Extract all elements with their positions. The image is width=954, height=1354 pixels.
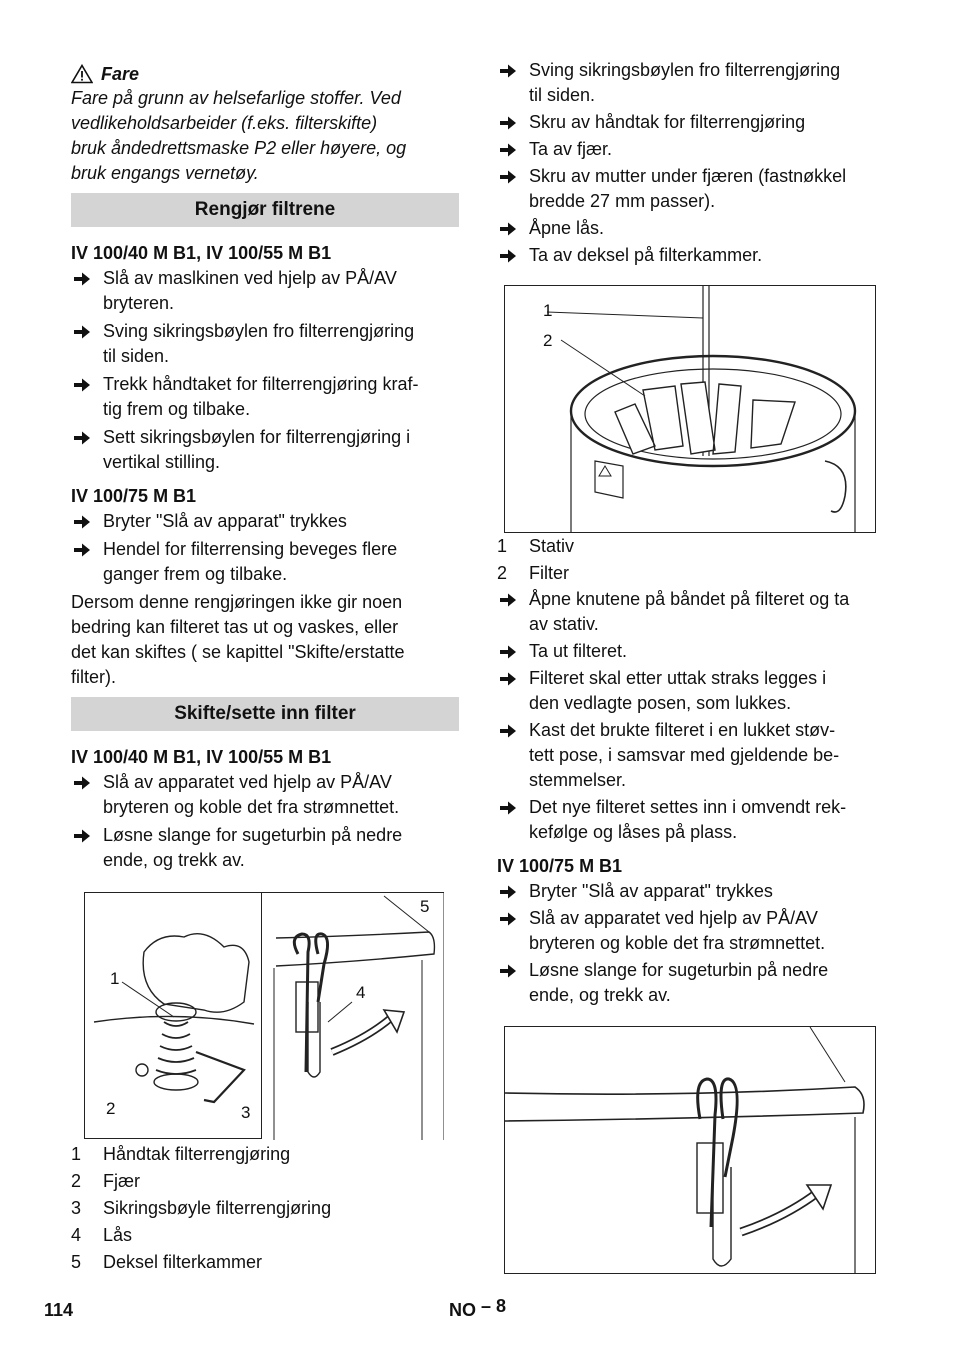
legend-text: Lås (103, 1225, 133, 1245)
paragraph-line: det kan skiftes ( se kapittel "Skifte/erstatte (71, 642, 405, 662)
step-line: ende, og trekk av. (103, 850, 245, 870)
step-item (497, 216, 885, 241)
step-item (71, 509, 459, 534)
section-heading-replace-filter: Skifte/sette inn filter (71, 697, 459, 731)
step-line: Trekk håndtaket for filterrengjøring kraf- (103, 374, 419, 394)
legend-list (497, 533, 885, 587)
legend-text: Stativ (529, 536, 575, 556)
arrow-icon (73, 828, 91, 844)
legend-item (497, 560, 885, 587)
warning-line: Fare på grunn av helsefarlige stoffer. Ved (71, 88, 401, 108)
step-item (71, 319, 459, 369)
step-line: Slå av apparatet ved hjelp av PÅ/AV (529, 908, 818, 928)
arrow-icon (73, 324, 91, 340)
legend-item (71, 1222, 459, 1249)
step-line: Ta av deksel på filterkammer. (529, 245, 763, 265)
step-list (497, 58, 885, 268)
step-line: Slå av apparatet ved hjelp av PÅ/AV (103, 772, 392, 792)
step-line: tig frem og tilbake. (103, 399, 251, 419)
step-line: Det nye filteret settes inn i omvendt rek- (529, 797, 847, 817)
page-number: 114 (44, 1300, 74, 1320)
step-item (71, 425, 459, 475)
legend-text: Håndtak filterrengjøring (103, 1144, 291, 1164)
paragraph-line: bedring kan filteret tas ut og vaskes, eller (71, 617, 399, 637)
arrow-icon (499, 142, 517, 158)
step-item (497, 718, 885, 793)
step-item (497, 58, 885, 108)
paragraph-line: filter). (71, 667, 116, 687)
left-column (71, 56, 459, 1276)
step-line: Løsne slange for sugeturbin på nedre (103, 825, 403, 845)
step-line: Åpne knutene på båndet på filteret og ta (529, 589, 850, 609)
arrow-icon (499, 169, 517, 185)
paragraph-line: Dersom denne rengjøringen ikke gir noen (71, 592, 403, 612)
model-subheading: IV 100/75 M B1 (71, 486, 197, 506)
arrow-icon (499, 800, 517, 816)
callout-label: 1 (110, 969, 120, 988)
arrow-icon (73, 542, 91, 558)
legend-text: Fjær (103, 1171, 140, 1191)
arrow-icon (499, 115, 517, 131)
step-line: av stativ. (529, 614, 599, 634)
step-line: Sving sikringsbøylen fro filterrengjøring (529, 60, 841, 80)
legend-list (71, 1141, 459, 1276)
warning-text (71, 86, 459, 186)
step-list (71, 509, 459, 587)
step-line: bredde 27 mm passer). (529, 191, 716, 211)
legend-item (71, 1168, 459, 1195)
step-item (497, 110, 885, 135)
model-subheading: IV 100/40 M B1, IV 100/55 M B1 (71, 243, 332, 263)
step-item (71, 770, 459, 820)
legend-item (71, 1249, 459, 1276)
right-column (497, 58, 885, 1274)
step-line: Åpne lås. (529, 218, 605, 238)
step-line: tett pose, i samsvar med gjeldende be- (529, 745, 840, 765)
step-line: kefølge og låses på plass. (529, 822, 738, 842)
warning-line: bruk engangs vernetøy. (71, 163, 259, 183)
callout-label: 3 (241, 1103, 251, 1122)
legend-number: 2 (497, 563, 508, 583)
warning-title: Fare (101, 64, 140, 84)
step-line: til siden. (103, 346, 170, 366)
arrow-icon (73, 377, 91, 393)
legend-number: 2 (71, 1171, 82, 1191)
arrow-icon (499, 911, 517, 927)
arrow-icon (499, 221, 517, 237)
step-item (71, 823, 459, 873)
figure-filter-chamber (504, 285, 876, 533)
step-item (497, 639, 885, 664)
filter-cleaning-illustration (84, 892, 444, 1140)
arrow-icon (499, 644, 517, 660)
step-item (71, 537, 459, 587)
arrow-icon (499, 592, 517, 608)
step-item (497, 587, 885, 637)
arrow-icon (499, 248, 517, 264)
warning-triangle-icon (71, 64, 93, 84)
step-line: Skru av mutter under fjæren (fastnøkkel (529, 166, 847, 186)
step-line: ganger frem og tilbake. (103, 564, 288, 584)
step-line: Filteret skal etter uttak straks legges i (529, 668, 827, 688)
step-line: stemmelser. (529, 770, 627, 790)
step-line: den vedlagte posen, som lukkes. (529, 693, 792, 713)
step-line: vertikal stilling. (103, 452, 221, 472)
warning-heading (71, 62, 459, 86)
footer-lang-code: NO (449, 1300, 476, 1320)
step-item (497, 906, 885, 956)
step-item (497, 666, 885, 716)
step-line: Hendel for filterrensing beveges flere (103, 539, 398, 559)
legend-text: Filter (529, 563, 569, 583)
arrow-icon (499, 63, 517, 79)
callout-label: 4 (356, 983, 366, 1002)
step-item (497, 795, 885, 845)
arrow-icon (499, 671, 517, 687)
arrow-icon (499, 884, 517, 900)
step-item (497, 879, 885, 904)
model-subheading: IV 100/40 M B1, IV 100/55 M B1 (71, 747, 332, 767)
legend-text: Deksel filterkammer (103, 1252, 263, 1272)
step-item (497, 137, 885, 162)
callout-label: 5 (420, 897, 430, 916)
step-item (497, 958, 885, 1008)
step-line: Sving sikringsbøylen fro filterrengjøring (103, 321, 415, 341)
step-list (497, 587, 885, 845)
warning-line: vedlikeholdsarbeider (f.eks. filterskifte) (71, 113, 378, 133)
filter-chamber-illustration (505, 286, 875, 532)
model-subheading: IV 100/75 M B1 (497, 856, 623, 876)
legend-item (71, 1141, 459, 1168)
hose-removal-illustration (505, 1027, 875, 1273)
figure-filter-cleaning (84, 892, 444, 1140)
figure-hose-removal (504, 1026, 876, 1274)
step-line: bryteren og koble det fra strømnettet. (529, 933, 826, 953)
footer-dash: – (481, 1296, 492, 1316)
step-list (71, 266, 459, 475)
arrow-icon (499, 723, 517, 739)
step-list (497, 879, 885, 1008)
step-list (71, 770, 459, 873)
step-line: ende, og trekk av. (529, 985, 671, 1005)
footer-section-page: 8 (496, 1296, 507, 1316)
step-item (71, 266, 459, 316)
warning-line: bruk åndedrettsmaske P2 eller høyere, og (71, 138, 407, 158)
callout-label: 2 (543, 331, 553, 350)
arrow-icon (73, 271, 91, 287)
legend-text: Sikringsbøyle filterrengjøring (103, 1198, 332, 1218)
step-line: Bryter "Slå av apparat" trykkes (103, 511, 347, 531)
arrow-icon (73, 430, 91, 446)
legend-item (497, 533, 885, 560)
step-line: Bryter "Slå av apparat" trykkes (529, 881, 773, 901)
legend-number: 1 (497, 536, 508, 556)
callout-label: 2 (106, 1099, 116, 1118)
footer-language (449, 1296, 507, 1321)
step-line: Skru av håndtak for filterrengjøring (529, 112, 806, 132)
legend-number: 4 (71, 1225, 82, 1245)
section-heading-clean-filters: Rengjør filtrene (71, 193, 459, 227)
arrow-icon (499, 963, 517, 979)
legend-item (71, 1195, 459, 1222)
step-line: til siden. (529, 85, 596, 105)
step-line: Kast det brukte filteret i en lukket støv- (529, 720, 836, 740)
step-item (71, 372, 459, 422)
step-line: Ta av fjær. (529, 139, 613, 159)
arrow-icon (73, 514, 91, 530)
step-line: Løsne slange for sugeturbin på nedre (529, 960, 829, 980)
legend-number: 5 (71, 1252, 82, 1272)
paragraph (71, 590, 459, 690)
legend-number: 3 (71, 1198, 82, 1218)
step-line: bryteren og koble det fra strømnettet. (103, 797, 400, 817)
arrow-icon (73, 775, 91, 791)
step-item (497, 164, 885, 214)
step-line: Sett sikringsbøylen for filterrengjøring i (103, 427, 411, 447)
legend-number: 1 (71, 1144, 82, 1164)
callout-label: 1 (543, 301, 553, 320)
step-line: bryteren. (103, 293, 175, 313)
step-line: Ta ut filteret. (529, 641, 628, 661)
step-line: Slå av maslkinen ved hjelp av PÅ/AV (103, 268, 397, 288)
step-item (497, 243, 885, 268)
